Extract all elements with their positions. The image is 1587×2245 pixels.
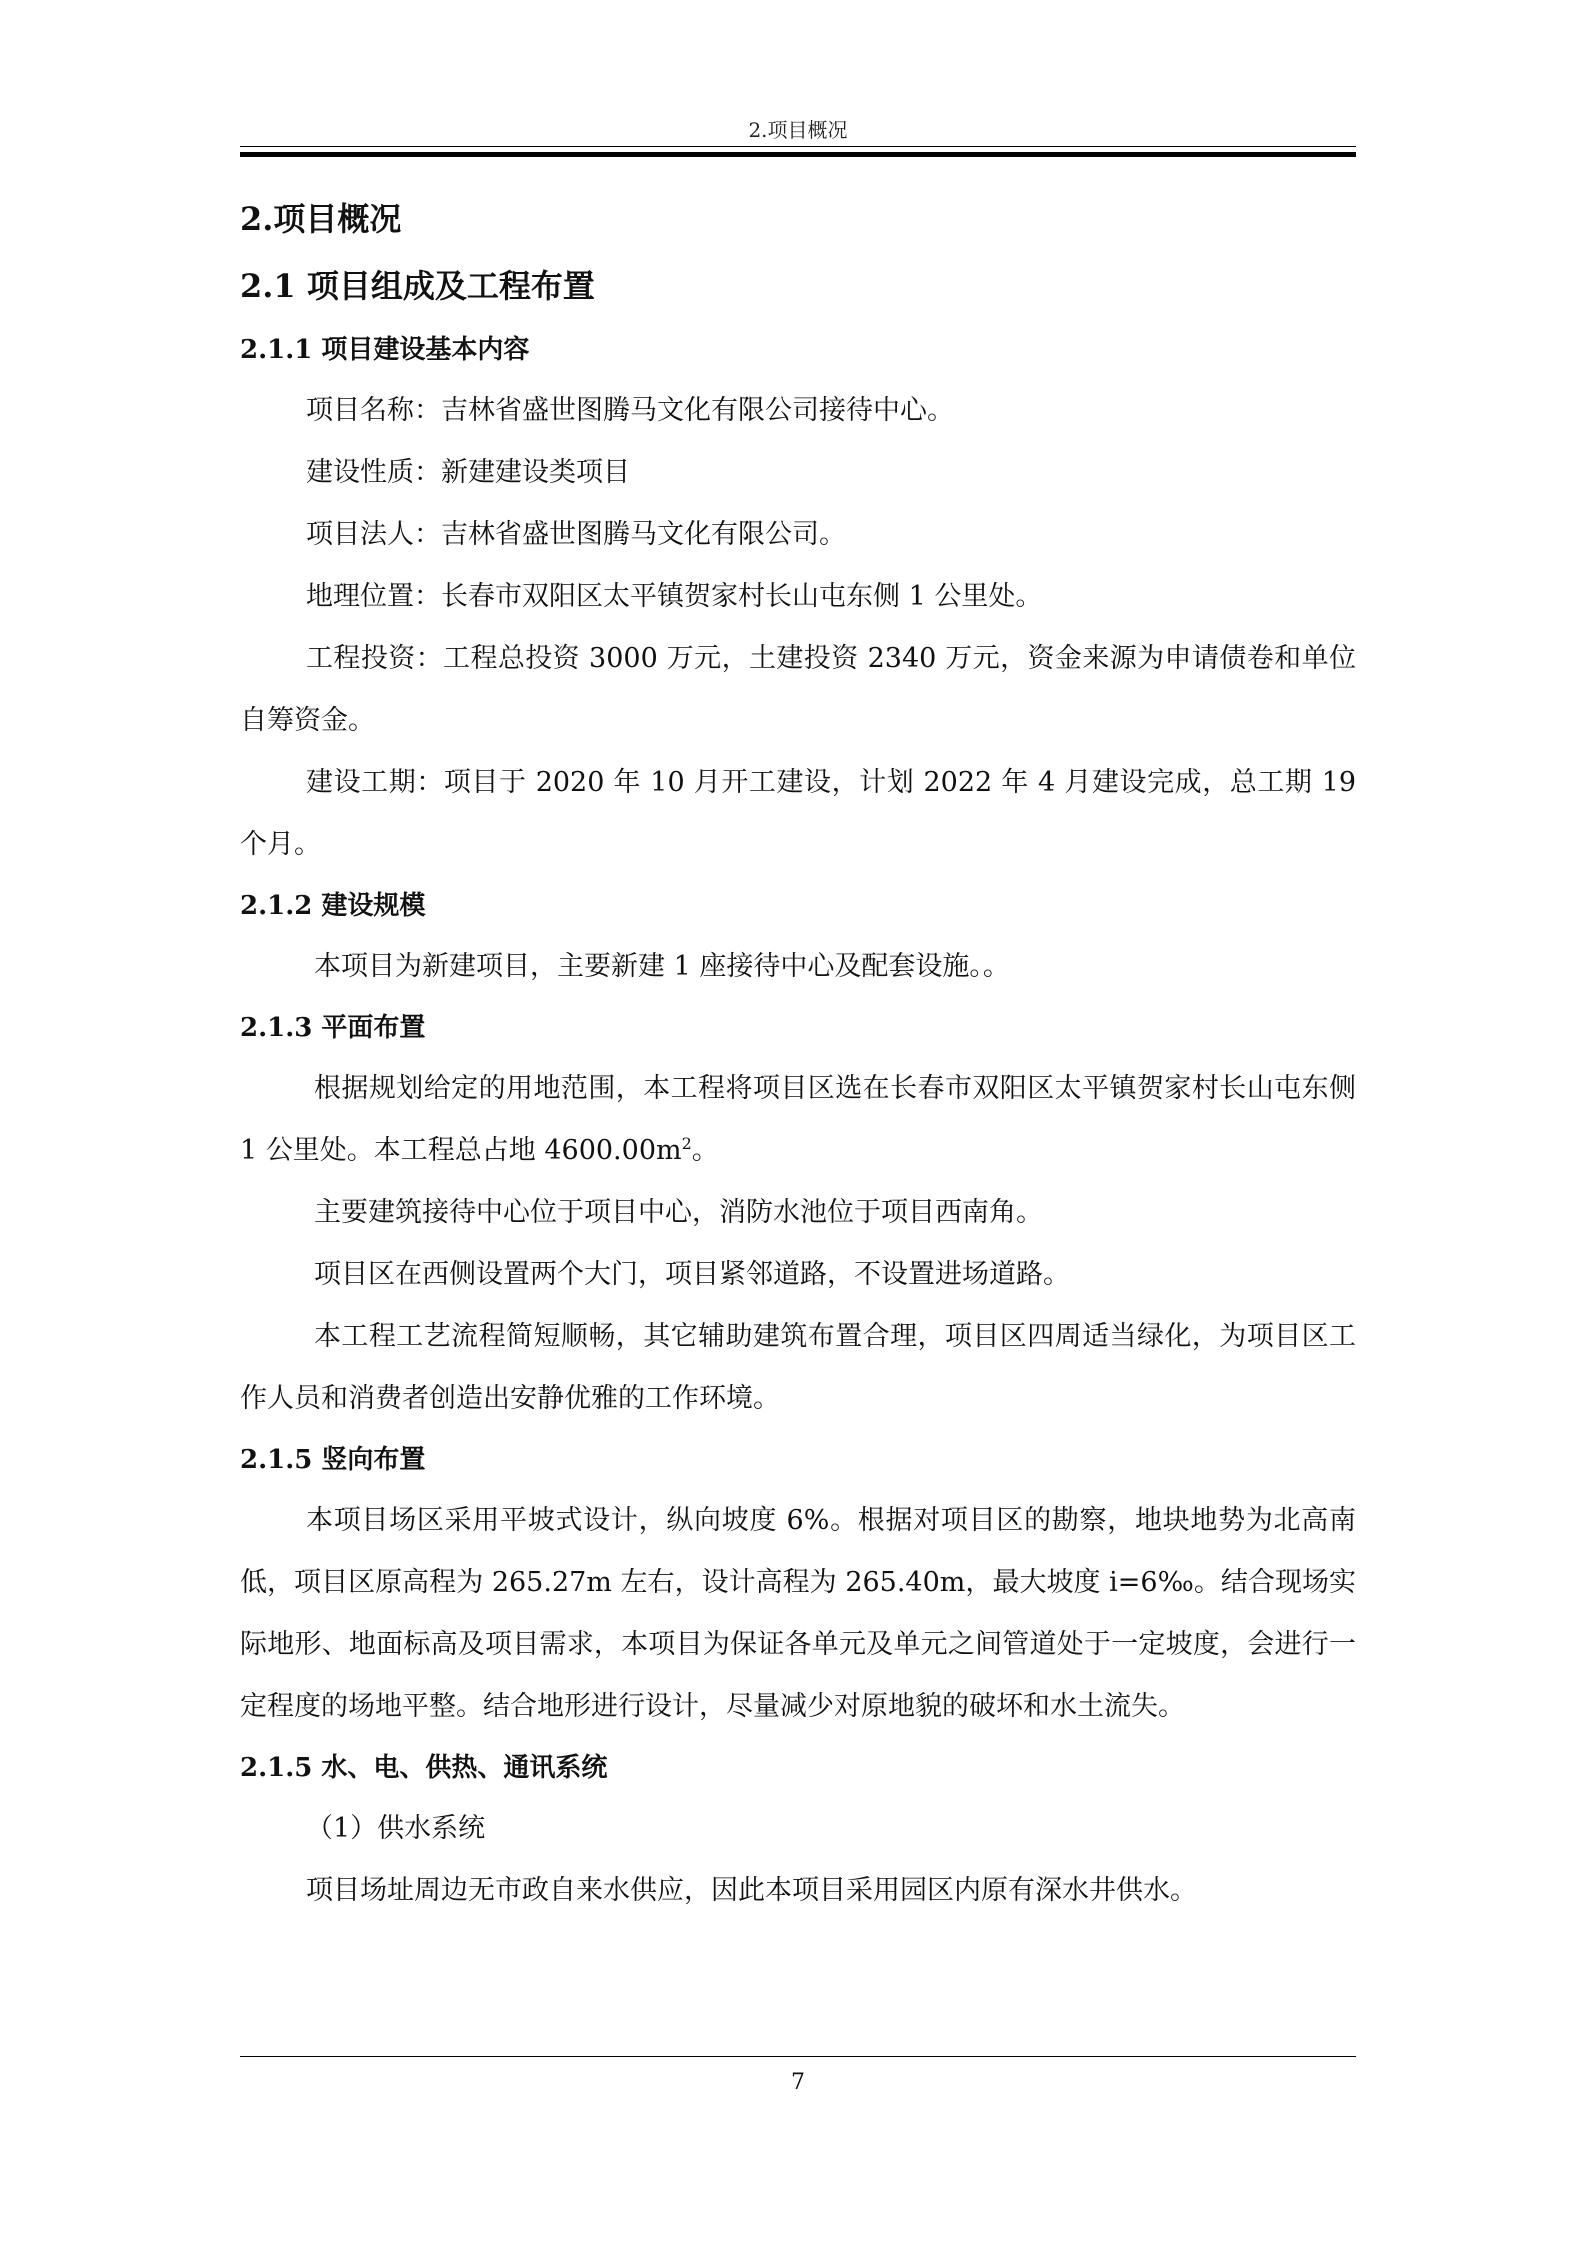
site-area-text: 根据规划给定的用地范围，本工程将项目区选在长春市双阳区太平镇贺家村长山屯东侧 1 公里处。本工程总占地 4600.00m <box>240 1073 1356 1166</box>
section-heading-2-1-5-utilities: 2.1.5 水、电、供热、通讯系统 <box>240 1753 608 1783</box>
paragraph-scale: 本项目为新建项目，主要新建 1 座接待中心及配套设施。。 <box>314 951 1010 982</box>
page-number: 7 <box>791 2070 805 2095</box>
chapter-heading: 2.项目概况 <box>240 200 402 238</box>
paragraph-greening: 本工程工艺流程简短顺畅，其它辅助建筑布置合理，项目区四周适当绿化，为项目区工作人员和消费者创造出安静优雅的工作环境。 <box>240 1321 1356 1414</box>
paragraph-gates: 项目区在西侧设置两个大门，项目紧邻道路，不设置进场道路。 <box>314 1259 1070 1290</box>
paragraph-vertical-layout: 本项目场区采用平坡式设计，纵向坡度 6%。根据对项目区的勘察，地块地势为北高南低，项目区原高程为 265.27m 左右，设计高程为 265.40m，最大坡度 i=6‰。结合现场实际地形、地面标高及项目需求，本项目为保证各单元及单元之间管道处于一定坡度，会进行一定程度的场地平整。结合地形进行设计，尽量减少对原地貌的破坏和水土流失。 <box>240 1505 1356 1722</box>
subheading-water-supply: （1）供水系统 <box>306 1813 486 1844</box>
paragraph-location: 地理位置：长春市双阳区太平镇贺家村长山屯东侧 1 公里处。 <box>306 581 1043 612</box>
paragraph-main-buildings: 主要建筑接待中心位于项目中心，消防水池位于项目西南角。 <box>314 1197 1043 1228</box>
paragraph-schedule: 建设工期：项目于 2020 年 10 月开工建设，计划 2022 年 4 月建设完成，总工期 19 个月。 <box>240 767 1356 860</box>
header-rule-thick <box>240 152 1356 157</box>
paragraph-project-name: 项目名称：吉林省盛世图腾马文化有限公司接待中心。 <box>306 395 954 426</box>
site-area-end: 。 <box>691 1135 719 1166</box>
paragraph-site-area <box>240 1058 1356 1182</box>
paragraph-construction-nature: 建设性质：新建建设类项目 <box>306 457 630 488</box>
running-header: 2.项目概况 <box>748 118 848 142</box>
header-rule-thin <box>240 146 1356 147</box>
footer-rule <box>240 2056 1356 2057</box>
section-heading-2-1: 2.1 项目组成及工程布置 <box>240 267 595 305</box>
section-heading-2-1-2: 2.1.2 建设规模 <box>240 891 426 921</box>
section-heading-2-1-1: 2.1.1 项目建设基本内容 <box>240 335 530 365</box>
area-unit-superscript: 2 <box>681 1134 692 1153</box>
section-heading-2-1-3: 2.1.3 平面布置 <box>240 1013 426 1043</box>
section-heading-2-1-5-vertical: 2.1.5 竖向布置 <box>240 1445 426 1475</box>
paragraph-investment: 工程投资：工程总投资 3000 万元，土建投资 2340 万元，资金来源为申请债卷和单位自筹资金。 <box>240 643 1356 736</box>
paragraph-legal-entity: 项目法人：吉林省盛世图腾马文化有限公司。 <box>306 519 846 550</box>
page-body <box>240 186 1356 1922</box>
paragraph-water-supply: 项目场址周边无市政自来水供应，因此本项目采用园区内原有深水井供水。 <box>306 1875 1197 1906</box>
